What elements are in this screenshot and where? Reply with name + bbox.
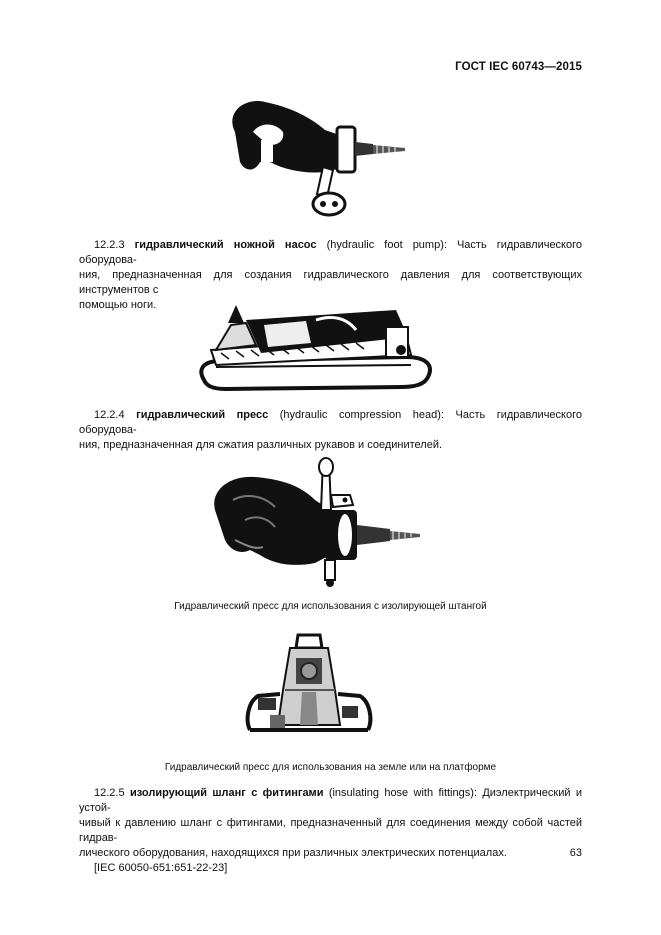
section-number: 12.2.5 (94, 787, 125, 799)
standard-header: ГОСТ IEC 60743—2015 (455, 61, 582, 73)
foot-pump-figure (196, 295, 441, 395)
hydraulic-press-ground-figure (240, 630, 380, 745)
text-line: лического оборудования, находящихся при различных электрических потенциалах. (79, 847, 507, 859)
text-line: (insulating hose with fittings): Диэлектрический и устой- (79, 787, 583, 814)
section-12-2-4 (79, 408, 582, 453)
text-line: (hydraulic foot pump): Часть гидравлического оборудова- (79, 239, 582, 266)
figure-caption: Гидравлический пресс для использования с изолирующей штангой (174, 601, 487, 612)
hydraulic-press-stick-figure (205, 455, 430, 590)
section-number: 12.2.4 (94, 409, 125, 421)
text-line: (hydraulic compression head): Часть гидравлического оборудова- (79, 409, 582, 436)
text-line: чивый к давлению шланг с фитингами, предназначенный для соединения между собой частей гидрав- (79, 817, 582, 844)
hydraulic-head-figure-top (205, 92, 425, 227)
text-line: помощью ноги. (79, 299, 157, 311)
section-number: 12.2.3 (94, 239, 125, 251)
text-line: ния, предназначенная для создания гидравлического давления для соответствующих инструментов с (79, 269, 582, 296)
term: гидравлический ножной насос (134, 239, 317, 251)
term: изолирующий шланг с фитингами (129, 787, 324, 799)
term: гидравлический пресс (136, 409, 269, 421)
page-number: 63 (569, 847, 582, 859)
figure-caption: Гидравлический пресс для использования на земле или на платформе (164, 762, 497, 773)
text-line: ния, предназначенная для сжатия различных рукавов и соединителей. (79, 439, 443, 451)
section-12-2-5 (79, 786, 582, 876)
reference: [IEC 60050-651:651-22-23] (94, 862, 228, 874)
